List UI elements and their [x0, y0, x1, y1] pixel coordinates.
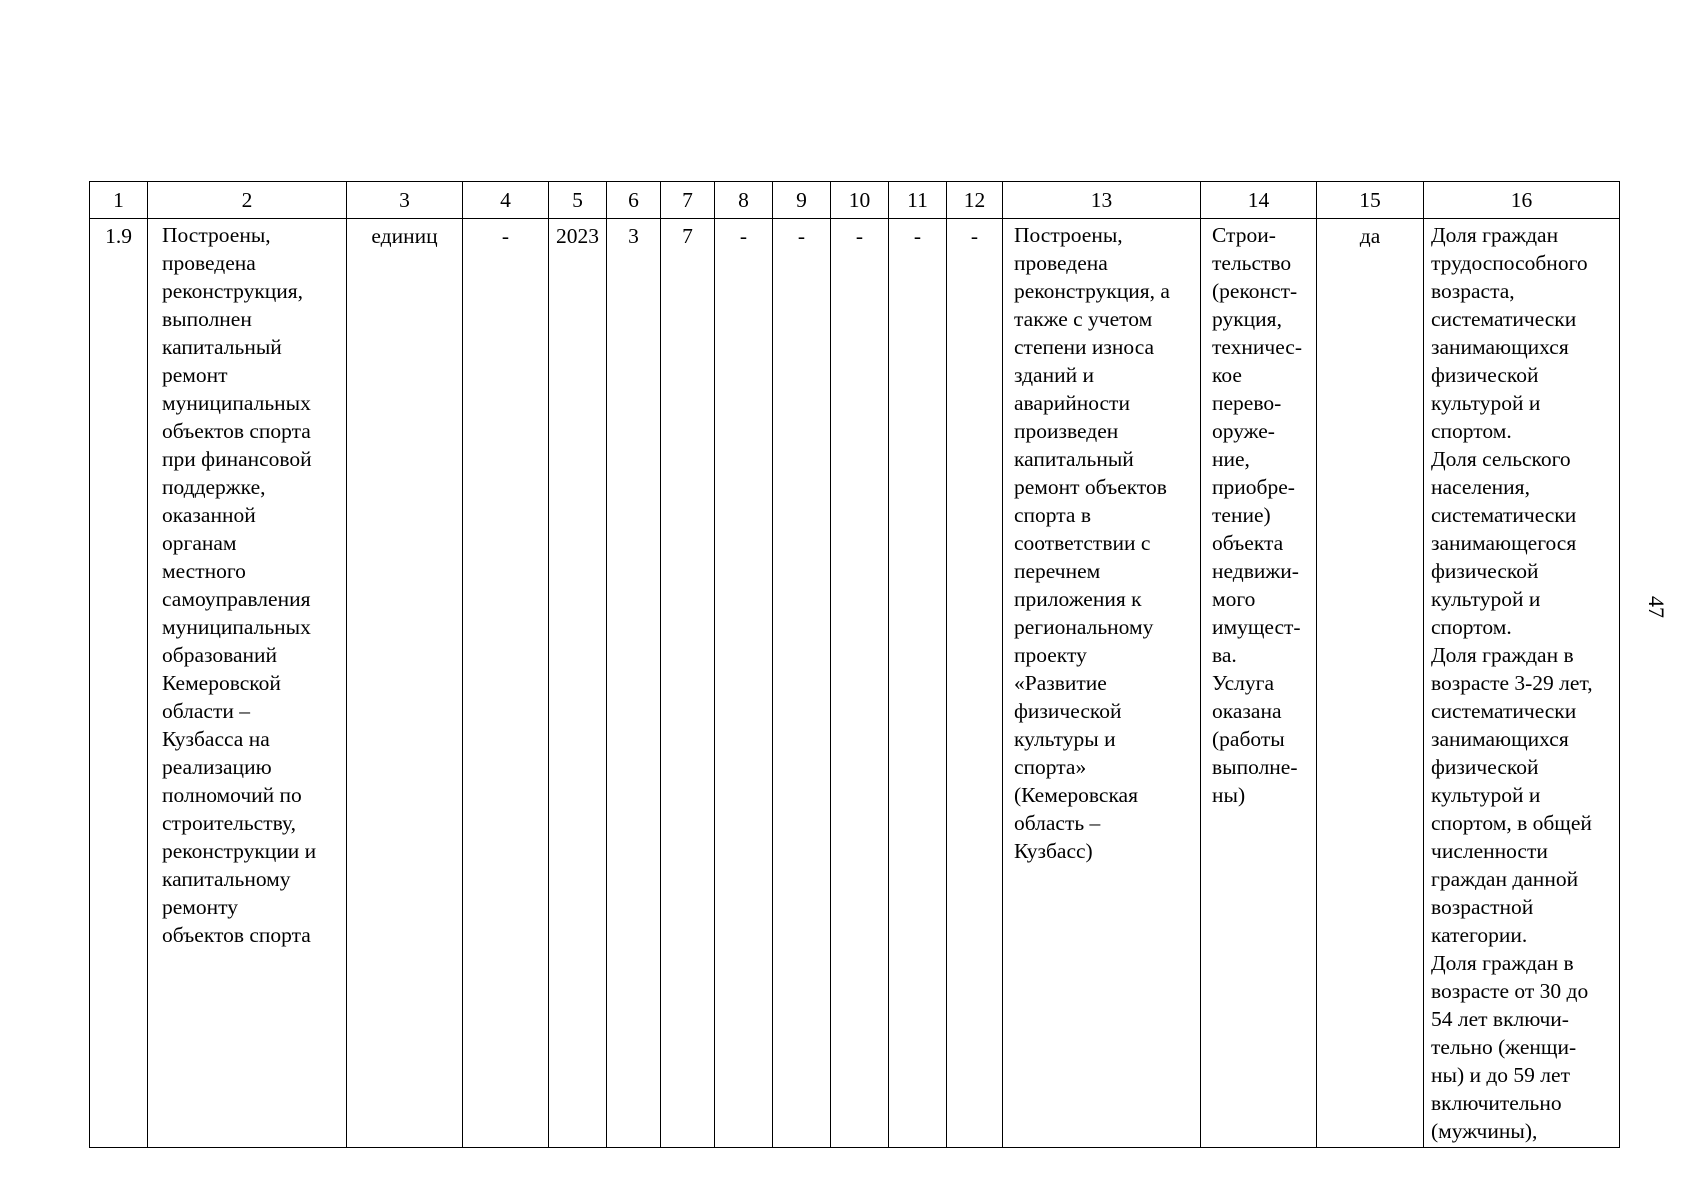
result-type: Строи- тельство (реконст- рукция, техничес- кое перево- оруже- ние, приобре- тение) объекта недвижи- мого имущест- ва. Услуга оказана (работы выполне- ны) — [1212, 223, 1303, 807]
header-cell-6: 6 — [607, 182, 661, 219]
value-7: 7 — [682, 224, 693, 248]
unit: единиц — [371, 224, 438, 248]
value-4: - — [501, 224, 510, 248]
result-name: Построены, проведена реконструкция, выполнен капитальный ремонт муниципальных объектов спорта при финансовой поддержке, оказанной органам местного самоуправления муниципальных образований Кемеровской области – Кузбасса на реализацию полномочий по строительству, реконструкции и капитальному ремонту объектов спорта — [162, 223, 317, 947]
cell-12 — [947, 219, 1003, 1148]
indicators: Доля граждан трудоспособного возраста, систематически занимающихся физической культурой и спортом. Доля сельского населения, систематически занимающегося физической культурой и спортом. Доля граждан в возрасте 3-29 лет, систематически занимающихся физической культурой и спортом, в общей численности граждан данной возрастной категории. Доля граждан в возрасте от 30 до 54 лет включи- тельно (женщи- ны) и до 59 лет включительно (мужчины), — [1431, 223, 1593, 1143]
header-cell-3: 3 — [347, 182, 463, 219]
cell-6 — [607, 219, 661, 1148]
row-number-cell — [90, 219, 148, 1148]
header-cell-1: 1 — [90, 182, 148, 219]
table-row — [90, 219, 1620, 1148]
page-number: 47 — [1644, 596, 1669, 618]
header-cell-5: 5 — [549, 182, 607, 219]
indicators-cell — [1424, 219, 1620, 1148]
value-9: - — [797, 224, 806, 248]
header-cell-12: 12 — [947, 182, 1003, 219]
cell-9 — [773, 219, 831, 1148]
description: Построены, проведена реконструкция, а также с учетом степени износа зданий и аварийности произведен капитальный ремонт объектов спорта в соответствии с перечнем приложения к региональному проекту «Развитие физической культуры и спорта» (Кемеровская область – Кузбасс) — [1014, 223, 1170, 863]
cell-7 — [661, 219, 715, 1148]
year: 2023 — [556, 224, 599, 248]
result-type-cell — [1201, 219, 1317, 1148]
row-number: 1.9 — [105, 224, 132, 248]
cell-11 — [889, 219, 947, 1148]
header-cell-8: 8 — [715, 182, 773, 219]
flag-cell — [1317, 219, 1424, 1148]
header-cell-16: 16 — [1424, 182, 1620, 219]
table-header-row — [90, 182, 1620, 219]
header-cell-13: 13 — [1003, 182, 1201, 219]
header-cell-9: 9 — [773, 182, 831, 219]
header-cell-11: 11 — [889, 182, 947, 219]
value-6: 3 — [628, 224, 639, 248]
header-cell-15: 15 — [1317, 182, 1424, 219]
result-name-cell — [148, 219, 347, 1148]
cell-10 — [831, 219, 889, 1148]
value-11: - — [913, 224, 922, 248]
value-10: - — [855, 224, 864, 248]
value-12: - — [970, 224, 979, 248]
header-cell-2: 2 — [148, 182, 347, 219]
description-cell — [1003, 219, 1201, 1148]
value-8: - — [739, 224, 748, 248]
header-cell-4: 4 — [463, 182, 549, 219]
header-cell-7: 7 — [661, 182, 715, 219]
flag: да — [1359, 224, 1381, 248]
cell-4 — [463, 219, 549, 1148]
unit-cell — [347, 219, 463, 1148]
year-cell — [549, 219, 607, 1148]
document-table — [89, 181, 1620, 1148]
header-cell-14: 14 — [1201, 182, 1317, 219]
cell-8 — [715, 219, 773, 1148]
header-cell-10: 10 — [831, 182, 889, 219]
